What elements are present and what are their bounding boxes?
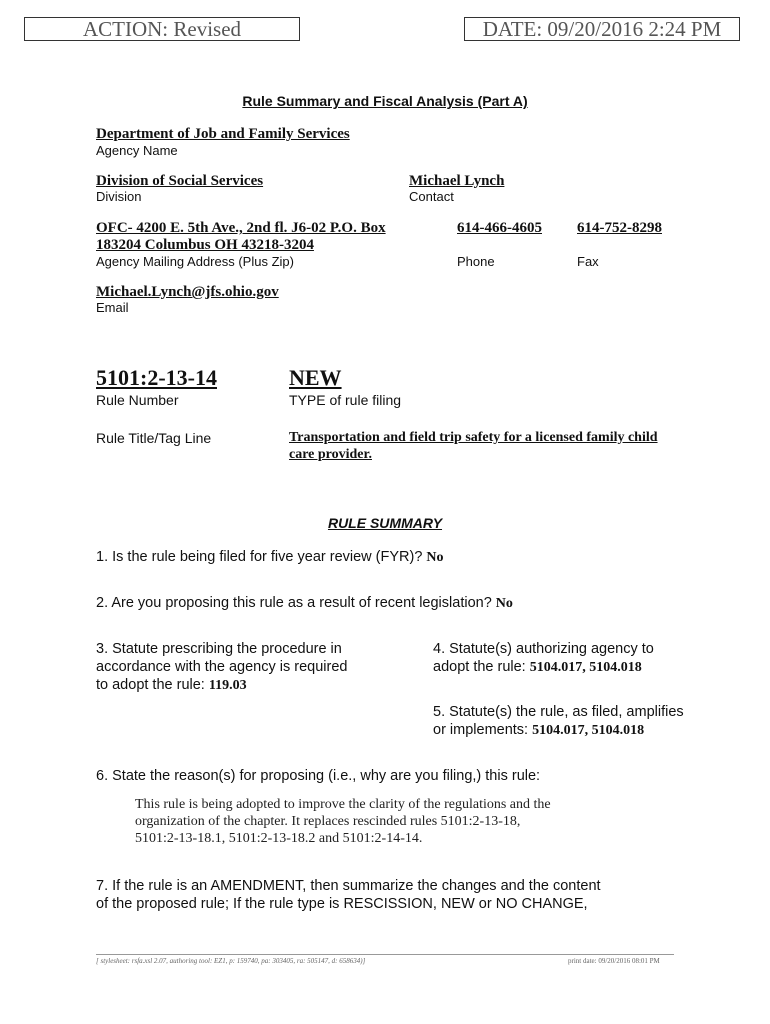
email-label: Email — [96, 300, 129, 315]
date-box: DATE: 09/20/2016 2:24 PM — [464, 17, 740, 41]
division-label: Division — [96, 189, 142, 204]
agency-name-value: Department of Job and Family Services — [96, 126, 350, 142]
question-1-answer: No — [426, 550, 444, 565]
fax-label: Fax — [577, 254, 599, 269]
rule-number-value: 5101:2-13-14 — [96, 365, 217, 390]
question-4 — [433, 640, 733, 677]
question-6-answer-line1: This rule is being adopted to improve the clarity of the regulations and the — [135, 797, 551, 812]
rule-title-line2: care provider. — [289, 447, 372, 462]
question-3-answer: 119.03 — [208, 678, 247, 693]
agency-name-label: Agency Name — [96, 143, 178, 158]
question-5-answer: 5104.017, 5104.018 — [532, 723, 645, 738]
contact-value: Michael Lynch — [409, 173, 505, 189]
question-6-answer-line3: 5101:2-13-18.1, 5101:2-13-18.2 and 5101:2-14-14. — [135, 831, 423, 846]
question-3-line2: accordance with the agency is required — [96, 659, 348, 675]
phone-label: Phone — [457, 254, 495, 269]
fax-value: 614-752-8298 — [577, 220, 662, 236]
rule-type-label: TYPE of rule filing — [289, 392, 402, 408]
rule-summary-heading: RULE SUMMARY — [327, 515, 443, 531]
footer-stylesheet-info: [ stylesheet: rsfa.xsl 2.07, authoring tool: EZ1, p: 159740, pa: 303405, ra: 505147, d: 658634)] — [96, 957, 366, 965]
address-line1: OFC- 4200 E. 5th Ave., 2nd fl. J6-02 P.O. Box — [96, 220, 386, 236]
question-7-line1: 7. If the rule is an AMENDMENT, then summarize the changes and the content — [96, 878, 601, 894]
question-2 — [96, 594, 513, 613]
question-6-answer-line2: organization of the chapter. It replaces rescinded rules 5101:2-13-18, — [135, 814, 521, 829]
phone-value: 614-466-4605 — [457, 220, 542, 236]
division-value: Division of Social Services — [96, 173, 264, 189]
question-7 — [96, 877, 601, 913]
footer-divider — [96, 954, 674, 955]
action-box: ACTION: Revised — [24, 17, 300, 41]
question-5-line2: or implements: — [433, 722, 529, 738]
question-3-line1: 3. Statute prescribing the procedure in — [96, 641, 342, 657]
rule-title-label: Rule Title/Tag Line — [96, 430, 212, 446]
question-3-line3: to adopt the rule: — [96, 677, 205, 693]
question-5-line1: 5. Statute(s) the rule, as filed, amplifies — [433, 704, 684, 720]
email-value: Michael.Lynch@jfs.ohio.gov — [96, 284, 279, 300]
question-4-line1: 4. Statute(s) authorizing agency to — [433, 641, 654, 657]
question-5 — [433, 703, 733, 740]
question-7-line2: of the proposed rule; If the rule type is RESCISSION, NEW or NO CHANGE, — [96, 896, 588, 912]
contact-label: Contact — [409, 189, 454, 204]
rule-number-label: Rule Number — [96, 392, 179, 408]
question-4-answer: 5104.017, 5104.018 — [529, 660, 642, 675]
rule-title-line1: Transportation and field trip safety for a licensed family child — [289, 430, 658, 445]
question-1-text: 1. Is the rule being filed for five year review (FYR)? — [96, 549, 423, 565]
question-1 — [96, 548, 444, 567]
question-4-line2: adopt the rule: — [433, 659, 526, 675]
question-6-text: 6. State the reason(s) for proposing (i.e., why are you filing,) this rule: — [96, 768, 541, 784]
question-2-text: 2. Are you proposing this rule as a result of recent legislation? — [96, 595, 492, 611]
rule-type-value: NEW — [289, 365, 342, 390]
question-2-answer: No — [495, 596, 513, 611]
address-line2: 183204 Columbus OH 43218-3204 — [96, 237, 314, 253]
form-title: Rule Summary and Fiscal Analysis (Part A) — [242, 93, 528, 109]
address-label: Agency Mailing Address (Plus Zip) — [96, 254, 294, 269]
question-6-answer — [135, 796, 551, 847]
footer-print-date: print date: 09/20/2016 08:01 PM — [568, 957, 660, 965]
question-3 — [96, 640, 406, 695]
